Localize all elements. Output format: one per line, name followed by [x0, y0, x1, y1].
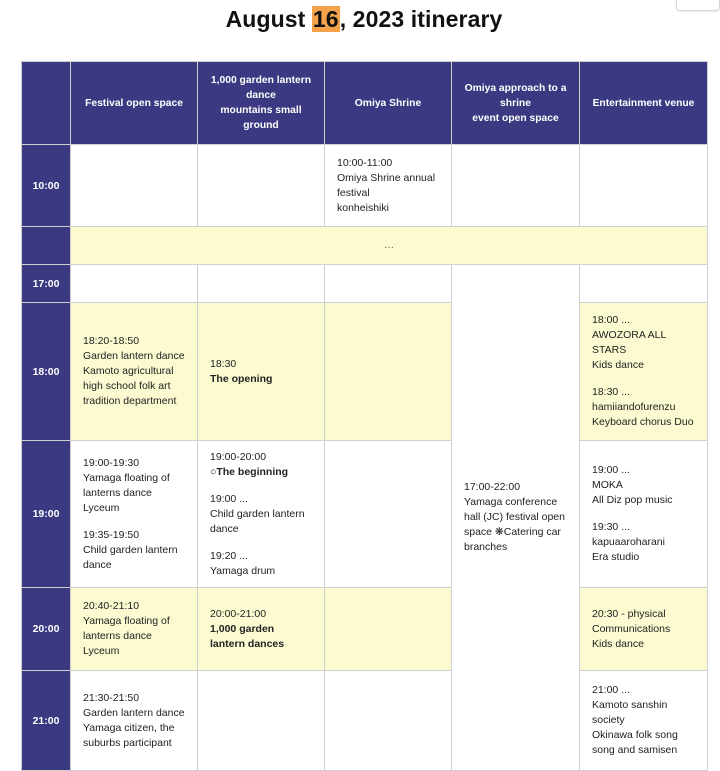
cell-entertainment-20: 20:30 - physical Communications Kids dance [580, 588, 708, 671]
cell-empty [580, 265, 708, 303]
header-festival-open-space: Festival open space [71, 62, 198, 145]
cell-empty [71, 265, 198, 303]
cell-empty [198, 265, 325, 303]
row-10 [22, 145, 708, 227]
cell-lantern-18: 18:30 The opening [198, 303, 325, 441]
title-prefix: August [225, 6, 312, 32]
cell-empty [325, 265, 452, 303]
cell-event-open-space: 17:00-22:00 Yamaga conference hall (JC) festival open space ❋Catering car branches [452, 265, 580, 771]
cell-entertainment-21: 21:00 ... Kamoto sanshin society Okinawa folk song song and samisen [580, 671, 708, 771]
itinerary-table [21, 61, 708, 771]
header-lantern-dance-ground: 1,000 garden lantern dance mountains small ground [198, 62, 325, 145]
ellipsis-cell: … [71, 227, 708, 265]
page-title [0, 6, 720, 33]
cell-lantern-20: 20:00-21:00 1,000 garden lantern dances [198, 588, 325, 671]
time-label-19: 19:00 [22, 441, 71, 588]
cell-empty [452, 145, 580, 227]
row-19 [22, 441, 708, 588]
cell-entertainment-19: 19:00 ... MOKA All Diz pop music 19:30 ... kapuaaroharani Era studio [580, 441, 708, 588]
time-label-10: 10:00 [22, 145, 71, 227]
cell-lantern-19: 19:00-20:00 ○The beginning 19:00 ... Child garden lantern dance 19:20 ... Yamaga drum [198, 441, 325, 588]
cell-festival-19: 19:00-19:30 Yamaga floating of lanterns dance Lyceum 19:35-19:50 Child garden lantern dance [71, 441, 198, 588]
header-row [22, 62, 708, 145]
cell-empty [325, 441, 452, 588]
header-event-open-space: Omiya approach to a shrine event open space [452, 62, 580, 145]
time-label-blank [22, 227, 71, 265]
cell-empty [325, 303, 452, 441]
time-label-18: 18:00 [22, 303, 71, 441]
title-date-highlight: 16 [312, 6, 339, 32]
row-21 [22, 671, 708, 771]
cell-entertainment-18: 18:00 ... AWOZORA ALL STARS Kids dance 18:30 ... hamiiandofurenzu Keyboard chorus Duo [580, 303, 708, 441]
cell-shrine-festival: 10:00-11:00 Omiya Shrine annual festival konheishiki [325, 145, 452, 227]
cell-festival-21: 21:30-21:50 Garden lantern dance Yamaga citizen, the suburbs participant [71, 671, 198, 771]
cell-festival-18: 18:20-18:50 Garden lantern dance Kamoto agricultural high school folk art tradition department [71, 303, 198, 441]
row-17 [22, 265, 708, 303]
header-entertainment-venue: Entertainment venue [580, 62, 708, 145]
cell-empty [580, 145, 708, 227]
time-label-21: 21:00 [22, 671, 71, 771]
title-suffix: , 2023 itinerary [339, 6, 503, 32]
time-label-17: 17:00 [22, 265, 71, 303]
cell-festival-20: 20:40-21:10 Yamaga floating of lanterns dance Lyceum [71, 588, 198, 671]
cell-empty [325, 671, 452, 771]
cell-empty [198, 145, 325, 227]
time-label-20: 20:00 [22, 588, 71, 671]
cell-empty [325, 588, 452, 671]
header-corner [22, 62, 71, 145]
row-ellipsis [22, 227, 708, 265]
cell-empty [71, 145, 198, 227]
row-18 [22, 303, 708, 441]
row-20 [22, 588, 708, 671]
header-omiya-shrine: Omiya Shrine [325, 62, 452, 145]
cell-empty [198, 671, 325, 771]
